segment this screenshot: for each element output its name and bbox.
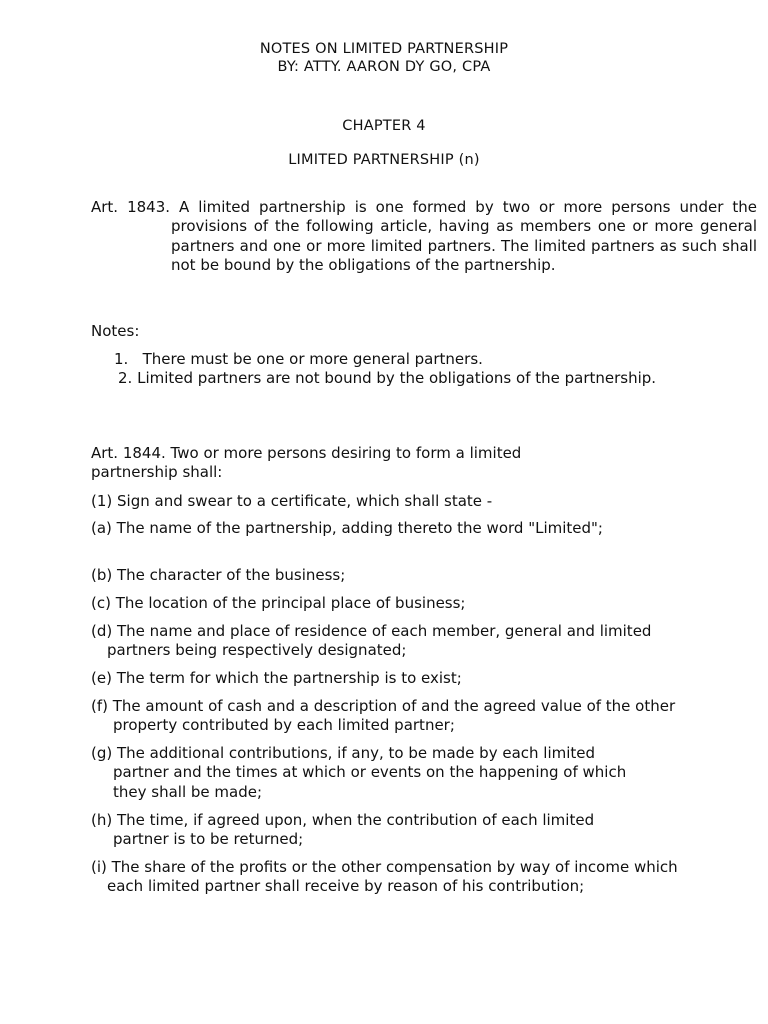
article-1844-paragraph-1: (1) Sign and swear to a certificate, which shall state - — [91, 492, 493, 510]
notes-item-number: 2. — [118, 369, 133, 387]
notes-item-text: Limited partners are not bound by the obligations of the partnership. — [137, 369, 657, 387]
notes-label: Notes: — [91, 322, 140, 340]
list-item-a: (a) The name of the partnership, adding thereto the word "Limited"; — [91, 519, 603, 537]
list-item-g: (g) The additional contributions, if any, to be made by each limited partner and the times at which or events on the happening of which they shall be made; — [91, 744, 627, 801]
notes-item-1 — [114, 350, 677, 369]
chapter-number: CHAPTER 4 — [342, 118, 426, 134]
list-item-e: (e) The term for which the partnership is to exist; — [91, 669, 462, 687]
notes-item-text: There must be one or more general partners. — [142, 350, 483, 368]
article-1843: Art. 1843. A limited partnership is one formed by two or more persons under the provisions of the following article, having as members one or more general partners and one or more limited partners. The limited partners as such shall not be bound by the obligations of the partnership. — [91, 198, 757, 275]
chapter-title: LIMITED PARTNERSHIP (n) — [288, 152, 480, 168]
document-author: BY: ATTY. AARON DY GO, CPA — [277, 59, 491, 75]
notes-item-number: 1. — [114, 350, 129, 368]
notes-item-2 — [118, 369, 677, 388]
list-item-d: (d) The name and place of residence of each member, general and limited partners being respectively designated; — [91, 622, 652, 660]
list-item-h: (h) The time, if agreed upon, when the contribution of each limited partner is to be returned; — [91, 811, 595, 849]
list-item-i: (i) The share of the profits or the other compensation by way of income which each limited partner shall receive by reason of his contribution; — [91, 858, 678, 896]
list-item-f: (f) The amount of cash and a description of and the agreed value of the other property contributed by each limited partner; — [91, 697, 676, 735]
document-title: NOTES ON LIMITED PARTNERSHIP — [259, 41, 509, 57]
list-item-b: (b) The character of the business; — [91, 566, 346, 584]
article-1844-intro: Art. 1844. Two or more persons desiring to form a limited partnership shall: — [91, 444, 522, 482]
list-item-c: (c) The location of the principal place of business; — [91, 594, 466, 612]
